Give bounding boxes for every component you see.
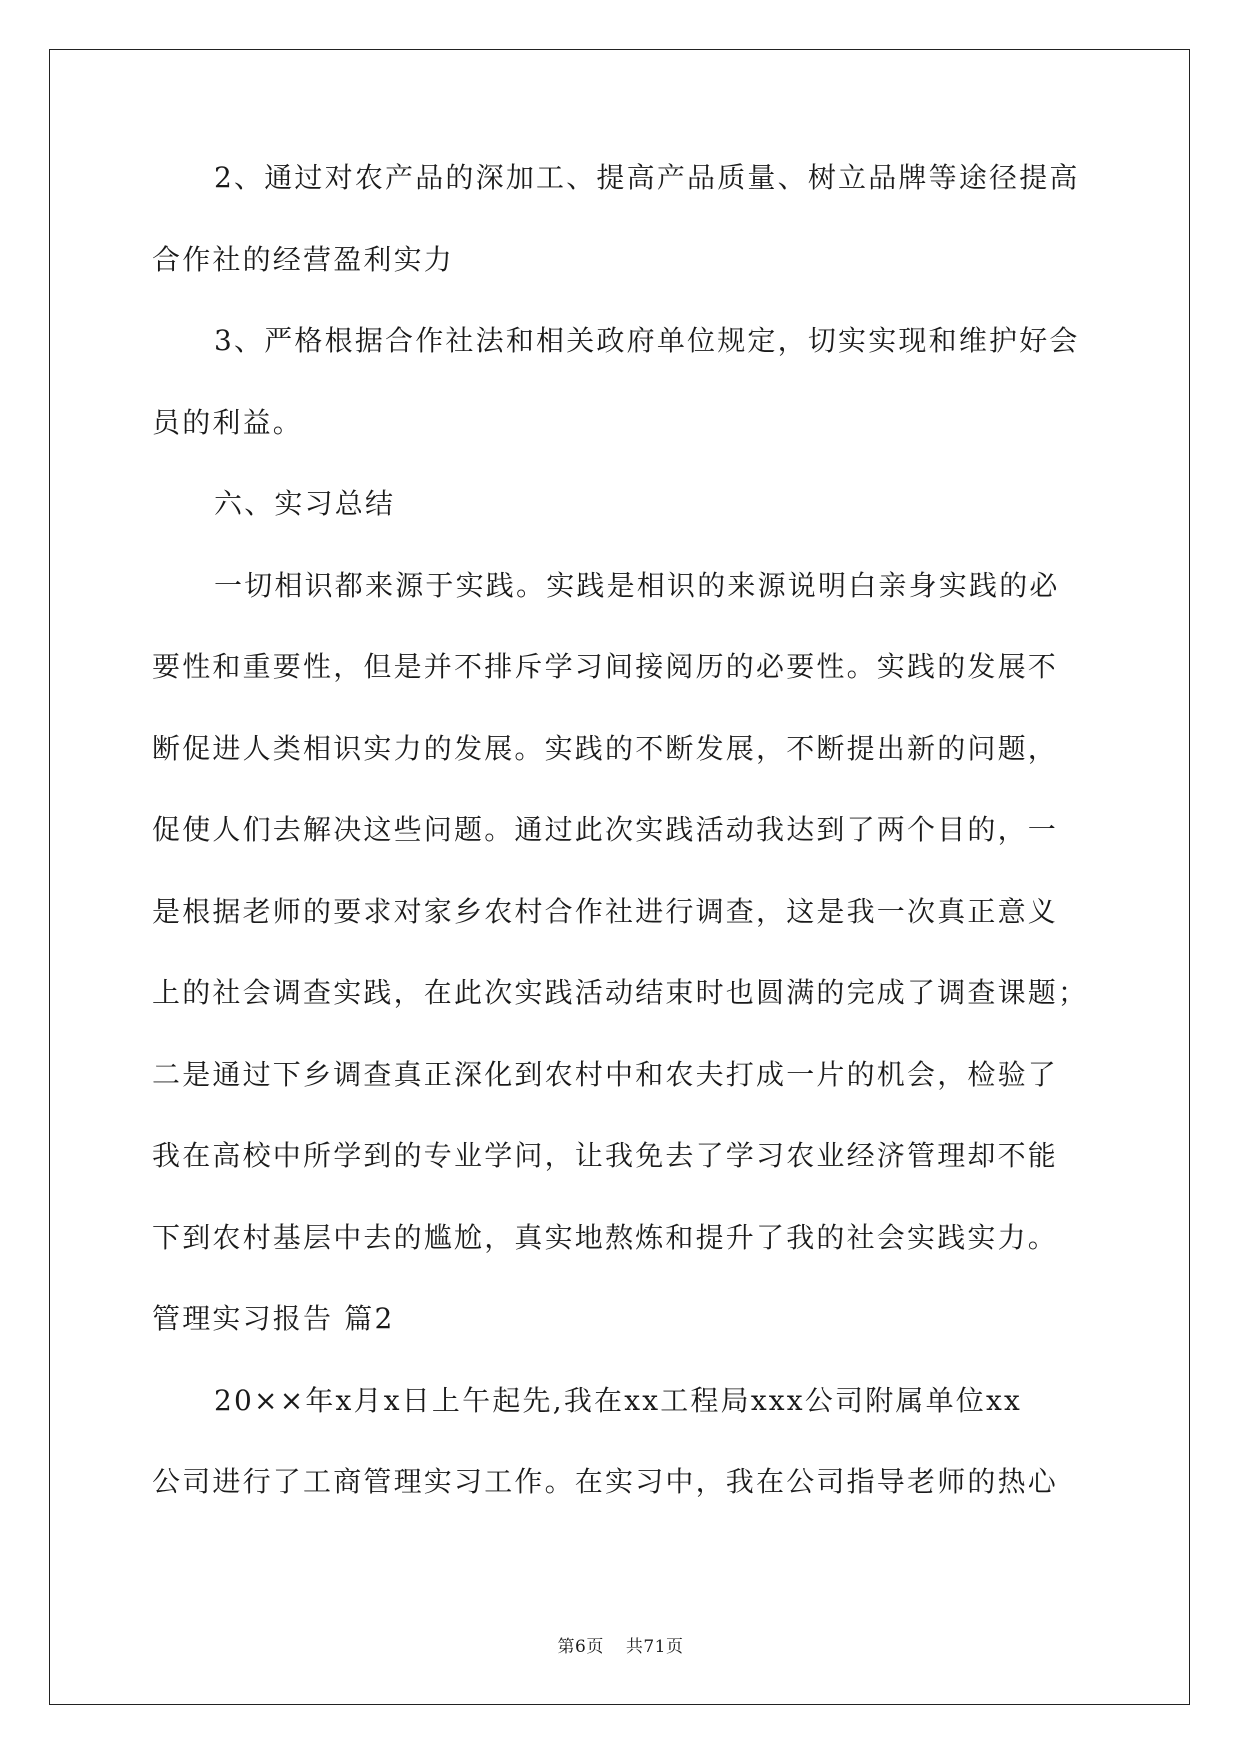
- text-line: 下到农村基层中去的尴尬，真实地熬炼和提升了我的社会实践实力。: [152, 1220, 1059, 1254]
- text-line: 合作社的经营盈利实力: [152, 242, 455, 276]
- text-line: 二是通过下乡调查真正深化到农村中和农夫打成一片的机会，检验了: [152, 1057, 1059, 1091]
- text-line: 20××年x月x日上午起先,我在xx工程局xxx公司附属单位xx: [214, 1383, 1022, 1417]
- document-body: [152, 158, 1096, 1544]
- text-line: 是根据老师的要求对家乡农村合作社进行调查，这是我一次真正意义: [152, 894, 1059, 928]
- section-heading: 六、实习总结: [214, 487, 396, 520]
- text-line: 上的社会调查实践，在此次实践活动结束时也圆满的完成了调查课题；: [152, 976, 1089, 1009]
- report-title: 管理实习报告 篇2: [152, 1302, 395, 1335]
- text-line: 我在高校中所学到的专业学问，让我免去了学习农业经济管理却不能: [152, 1139, 1059, 1172]
- page-footer: [0, 1632, 1241, 1657]
- page-total: 共71页: [625, 1637, 684, 1657]
- text-line: 促使人们去解决这些问题。通过此次实践活动我达到了两个目的，一: [152, 813, 1059, 846]
- text-line: 要性和重要性，但是并不排斥学习间接阅历的必要性。实践的发展不: [152, 650, 1059, 683]
- text-line: 公司进行了工商管理实习工作。在实习中，我在公司指导老师的热心: [152, 1465, 1059, 1498]
- text-line: 3、严格根据合作社法和相关政府单位规定，切实实现和维护好会: [214, 324, 1080, 357]
- text-line: 2、通过对农产品的深加工、提高产品质量、树立品牌等途径提高: [214, 161, 1080, 194]
- text-line: 一切相识都来源于实践。实践是相识的来源说明白亲身实践的必: [214, 568, 1060, 602]
- page-number: 第6页: [557, 1637, 604, 1657]
- text-line: 员的利益。: [152, 405, 304, 439]
- text-line: 断促进人类相识实力的发展。实践的不断发展，不断提出新的问题，: [152, 731, 1059, 765]
